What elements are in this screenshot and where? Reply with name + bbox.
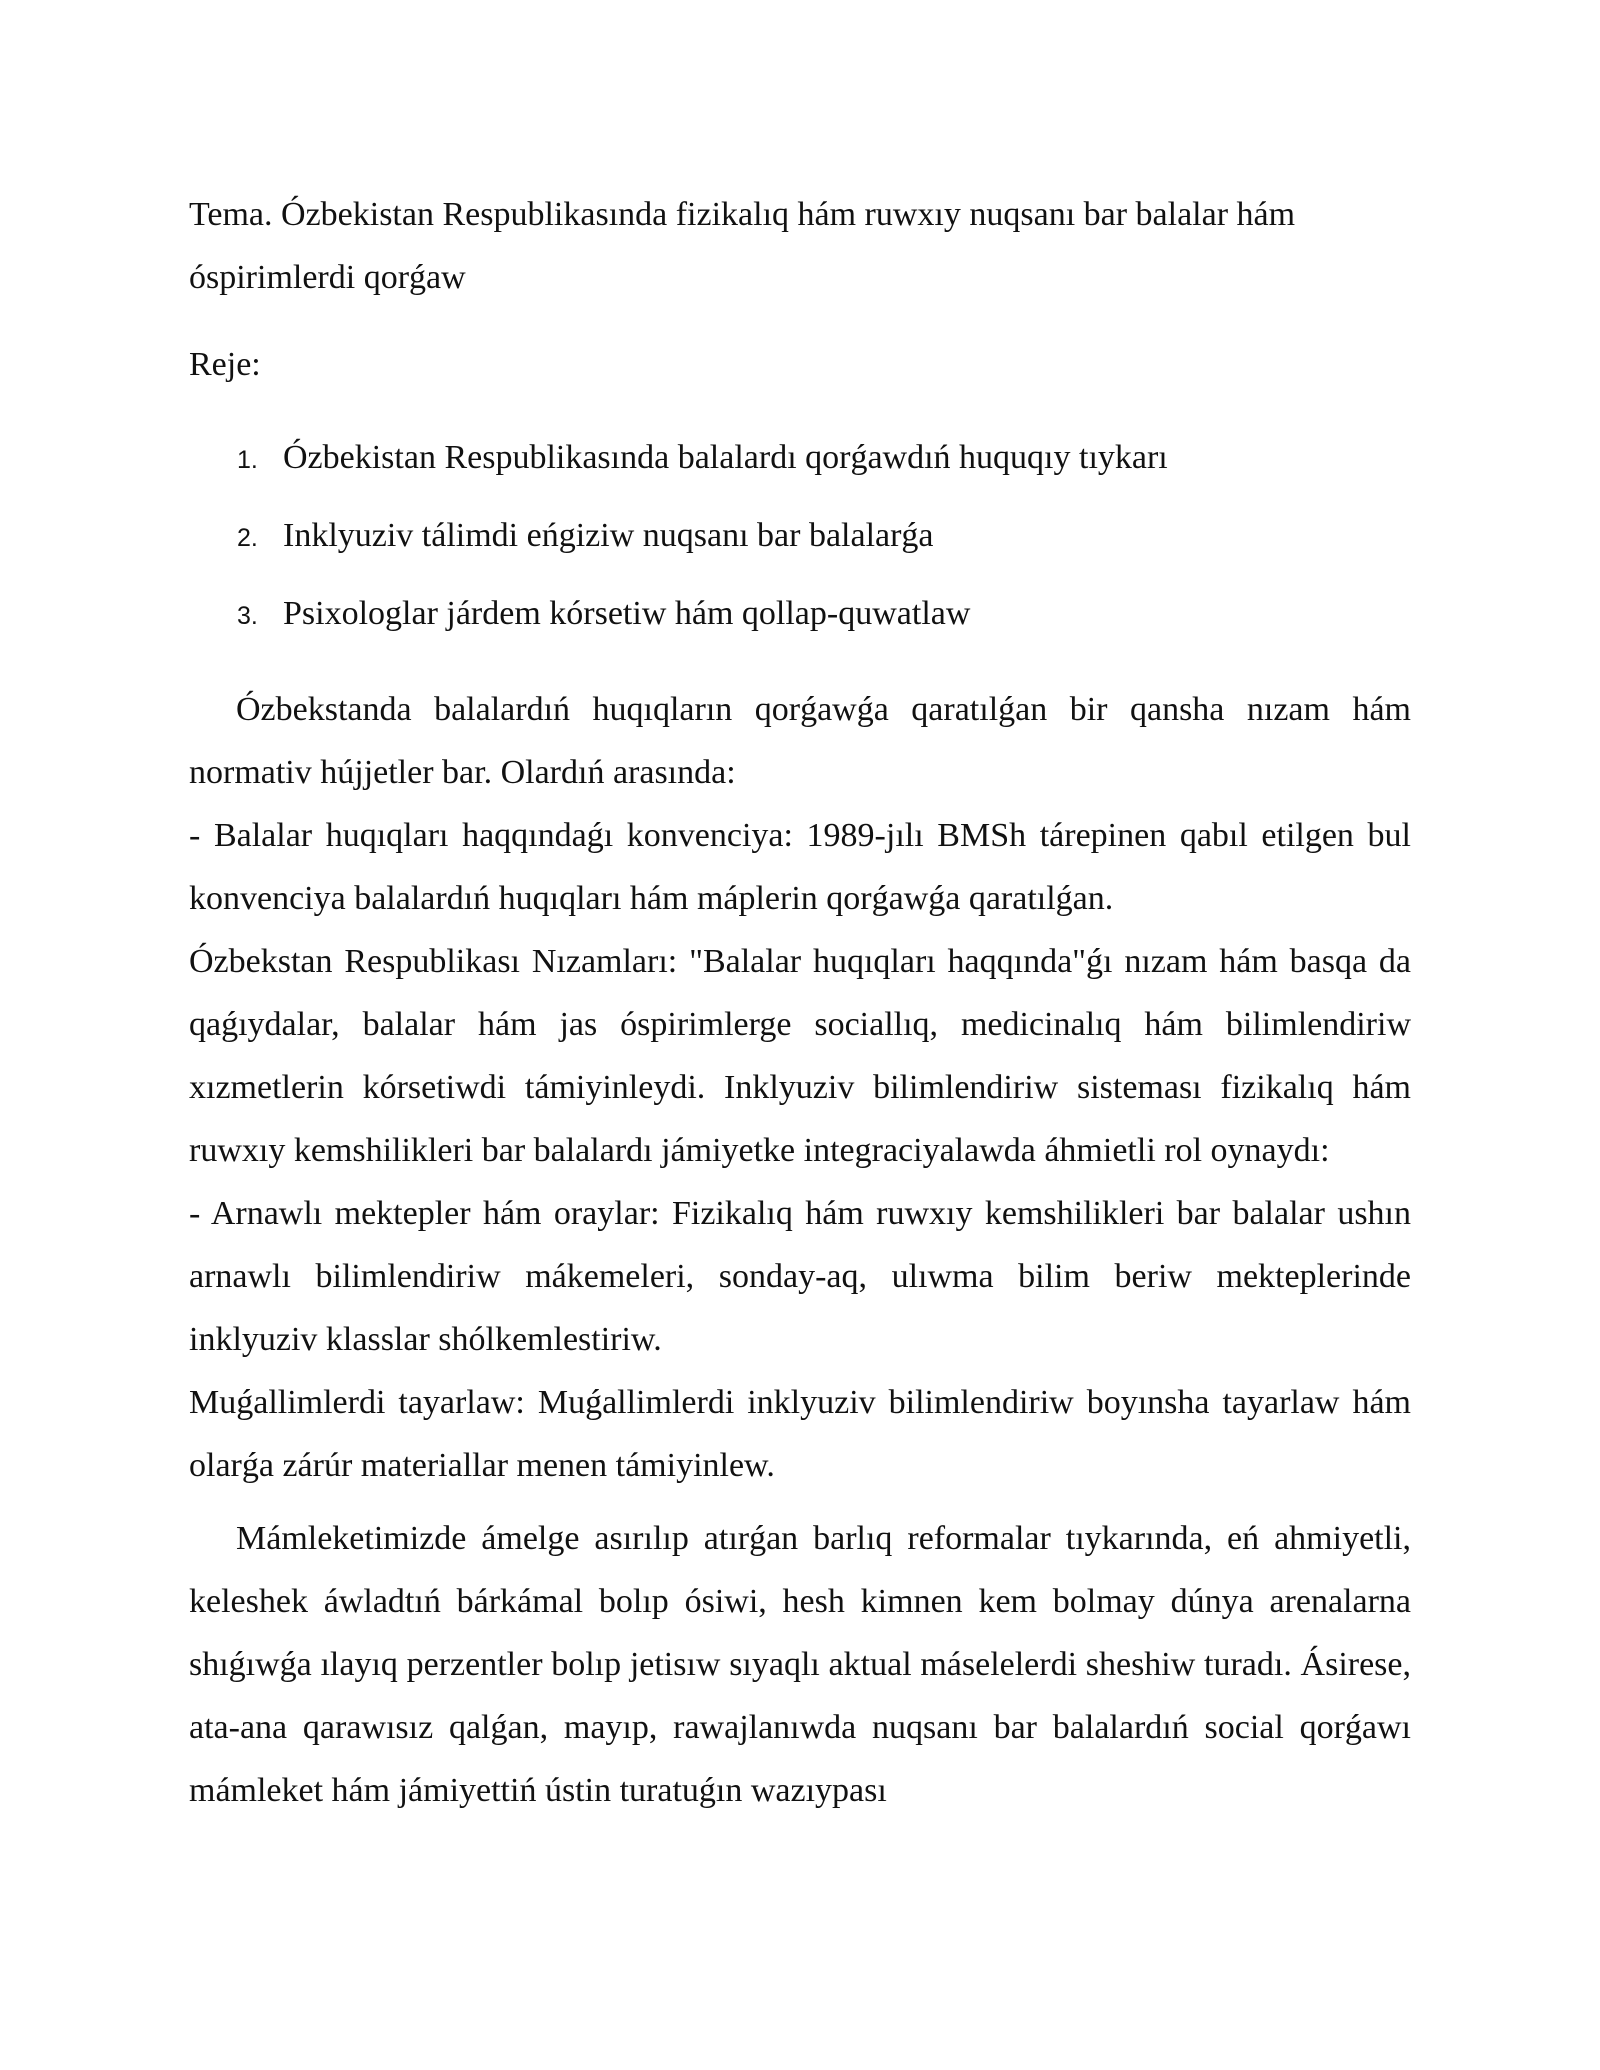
paragraph: Muǵallimlerdi tayarlaw: Muǵallimlerdi inklyuziv bilimlendiriw boyınsha tayarlaw hám olarǵa zárúr materiallar menen támiyinlew. [189,1384,1411,1484]
plan-item [189,420,1411,498]
document-page [189,183,1411,1822]
plan-item-number: 1. [237,446,258,474]
paragraph: - Balalar huqıqları haqqındaǵı konvenciya: 1989-jılı BMSh tárepinen qabıl etilgen bul konvenciya balalardıń huqıqları hám máplerin qorǵawǵa qaratılǵan. [189,817,1411,917]
paragraph: - Arnawlı mektepler hám oraylar: Fizikalıq hám ruwxıy kemshilikleri bar balalar ushın arnawlı bilimlendiriw mákemeleri, sonday-aq, ulıwma bilim beriw mekteplerinde inklyuziv klasslar shólkemlestiriw. [189,1195,1411,1358]
paragraph: Ózbekstanda balalardıń huqıqların qorǵawǵa qaratılǵan bir qansha nızam hám normativ hújjetler bar. Olardıń arasında: [189,691,1411,791]
document-title: Tema. Ózbekistan Respublikasında fizikalıq hám ruwxıy nuqsanı bar balalar hám óspirimlerdi qorǵaw [189,196,1296,296]
plan-item-number: 2. [237,524,258,552]
plan-item [189,576,1411,654]
plan-item-text: Inklyuziv tálimdi eńgiziw nuqsanı bar balalarǵa [283,517,934,554]
plan-label: Reje: [189,346,261,383]
paragraph: Ózbekstan Respublikası Nızamları: "Balalar huqıqları haqqında"ǵı nızam hám basqa da qaǵıydalar, balalar hám jas óspirimlerge sociallıq, medicinalıq hám bilimlendiriw xızmetlerin kórsetiwdi támiyinleydi. Inklyuziv bilimlendiriw sisteması fizikalıq hám ruwxıy kemshilikleri bar balalardı jámiyetke integraciyalawda áhmietli rol oynaydı: [189,943,1411,1169]
plan-item-text: Psixologlar járdem kórsetiw hám qollap-quwatlaw [283,595,971,632]
plan-item-text: Ózbekistan Respublikasında balalardı qorǵawdıń huquqıy tıykarı [283,439,1168,476]
paragraph: Mámleketimizde ámelge asırılıp atırǵan barlıq reformalar tıykarında, eń ahmiyetli, keleshek áwladtıń bárkámal bolıp ósiwi, hesh kimnen kem bolmay dúnya arenalarna shıǵıwǵa ılayıq perzentler bolıp jetisıw sıyaqlı aktual máselelerdi sheshiw turadı. Ásirese, ata-ana qarawısız qalǵan, mayıp, rawajlanıwda nuqsanı bar balalardıń social qorǵawı mámleket hám jámiyettiń ústin turatuǵın wazıypası [189,1520,1411,1809]
plan-list [189,420,1411,654]
plan-item-number: 3. [237,602,258,630]
body-text [189,678,1411,1822]
plan-item [189,498,1411,576]
